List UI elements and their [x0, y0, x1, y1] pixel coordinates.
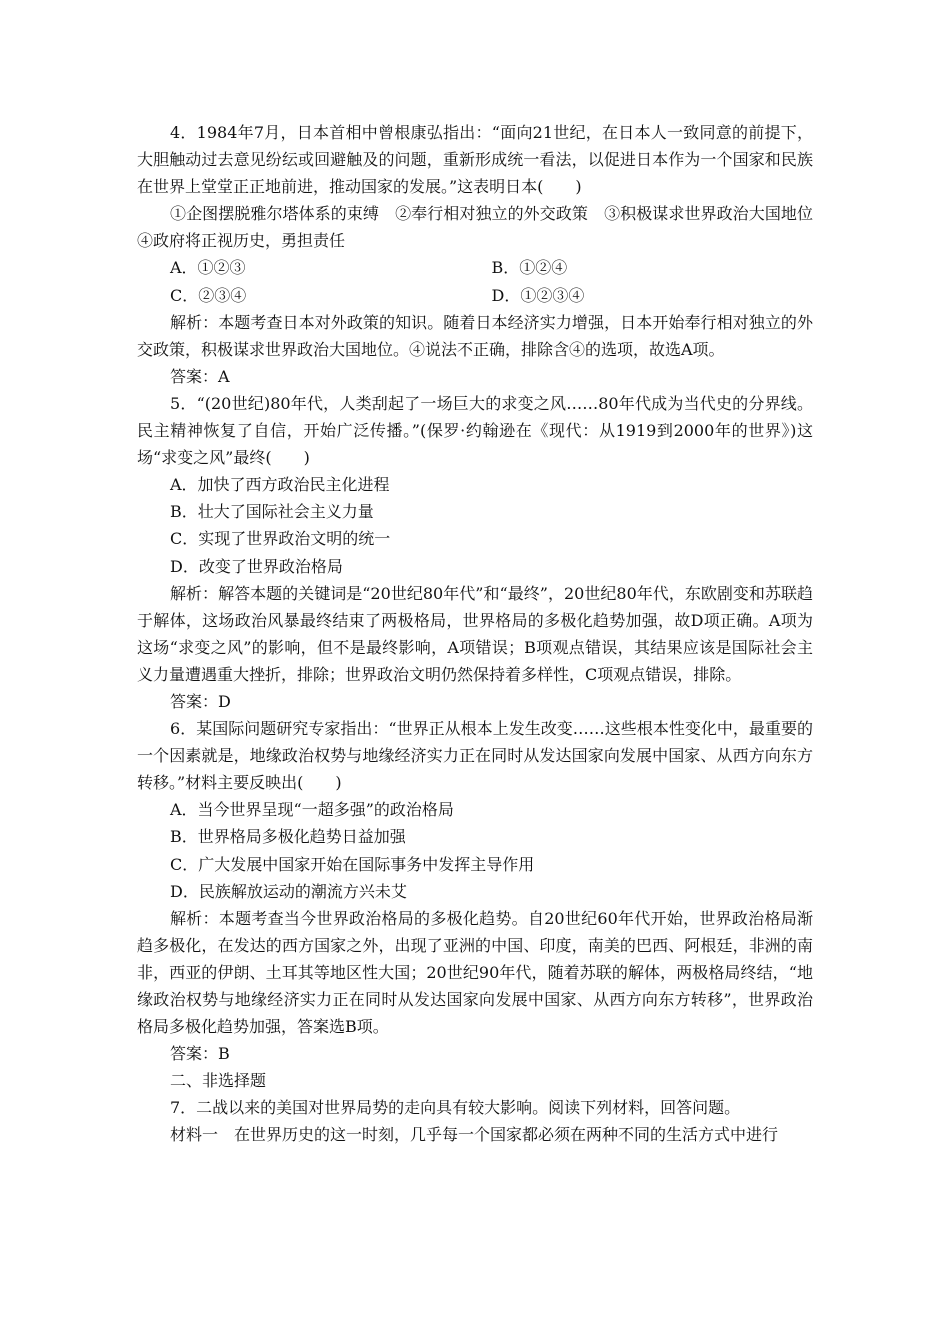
- q6-option-b: B．世界格局多极化趋势日益加强: [170, 827, 406, 847]
- q5-analysis: 解析：解答本题的关键词是“20世纪80年代”和“最终”，20世纪80年代，东欧剧变和苏联趋于解体，这场政治风暴最终结束了两极格局，世界格局的多极化趋势加强，故D项正确。A项为这场“求变之风”的影响，但不是最终影响，A项错误；B项观点错误，其结果应该是国际社会主义力量遭遇重大挫折，排除；世界政治文明仍然保持着多样性，C项观点错误，排除。: [137, 583, 813, 684]
- q5-option-d: D．改变了世界政治格局: [170, 556, 343, 576]
- q5-option-a: A．加快了西方政治民主化进程: [170, 475, 390, 495]
- q6-answer: 答案：B: [170, 1044, 230, 1064]
- section-heading: 二、非选择题: [170, 1071, 267, 1091]
- q4-option-b: B．①②④: [491, 258, 568, 278]
- q4-options-row-1: [137, 254, 813, 281]
- q5-option-c: C．实现了世界政治文明的统一: [170, 529, 391, 549]
- page-content: [137, 119, 830, 1149]
- q4-option-d: D．①②③④: [491, 285, 585, 305]
- q4-analysis: 解析：本题考查日本对外政策的知识。随着日本经济实力增强，日本开始奉行相对独立的外交政策，积极谋求世界政治大国地位。④说法不正确，排除含④的选项，故选A项。: [137, 312, 813, 359]
- q4-answer: 答案：A: [170, 366, 230, 386]
- q7-material-1: 材料一 在世界历史的这一时刻，几乎每一个国家都必须在两种不同的生活方式中进行: [170, 1125, 779, 1145]
- q5-answer: 答案：D: [170, 691, 231, 711]
- q6-option-d: D．民族解放运动的潮流方兴未艾: [170, 881, 407, 901]
- q4-stem: 4．1984年7月，日本首相中曾根康弘指出：“面向21世纪，在日本人一致同意的前提下，大胆触动过去意见纷纭或回避触及的问题，重新形成统一看法，以促进日本作为一个国家和民族在世界上堂堂正正地前进，推动国家的发展。”这表明日本( ): [137, 123, 813, 197]
- q4-option-a: A．①②③: [170, 258, 246, 278]
- q6-option-c: C．广大发展中国家开始在国际事务中发挥主导作用: [170, 854, 535, 874]
- q5-option-b: B．壮大了国际社会主义力量: [170, 502, 374, 522]
- q6-analysis: 解析：本题考查当今世界政治格局的多极化趋势。自20世纪60年代开始，世界政治格局渐趋多极化，在发达的西方国家之外，出现了亚洲的中国、印度，南美的巴西、阿根廷，非洲的南非，西亚的伊朗、土耳其等地区性大国；20世纪90年代，随着苏联的解体，两极格局终结，“地缘政治权势与地缘经济实力正在同时从发达国家向发展中国家、从西方向东方转移”，世界政治格局多极化趋势加强，答案选B项。: [137, 908, 813, 1037]
- q4-items: ①企图摆脱雅尔塔体系的束缚 ②奉行相对独立的外交政策 ③积极谋求世界政治大国地位 ④政府将正视历史，勇担责任: [137, 204, 830, 251]
- q7-stem: 7．二战以来的美国对世界局势的走向具有较大影响。阅读下列材料，回答问题。: [170, 1098, 741, 1118]
- q6-option-a: A．当今世界呈现“一超多强”的政治格局: [170, 800, 454, 820]
- q4-option-c: C．②③④: [170, 285, 247, 305]
- q4-options-row-2: [137, 282, 813, 309]
- q6-stem: 6．某国际问题研究专家指出：“世界正从根本上发生改变……这些根本性变化中，最重要的一个因素就是，地缘政治权势与地缘经济实力正在同时从发达国家向发展中国家、从西方向东方转移。”材料主要反映出( ): [137, 719, 813, 793]
- q5-stem: 5．“(20世纪)80年代，人类刮起了一场巨大的求变之风……80年代成为当代史的分界线。民主精神恢复了自信，开始广泛传播。”(保罗·约翰逊在《现代：从1919到2000年的世界》)这场“求变之风”最终( ): [137, 393, 813, 468]
